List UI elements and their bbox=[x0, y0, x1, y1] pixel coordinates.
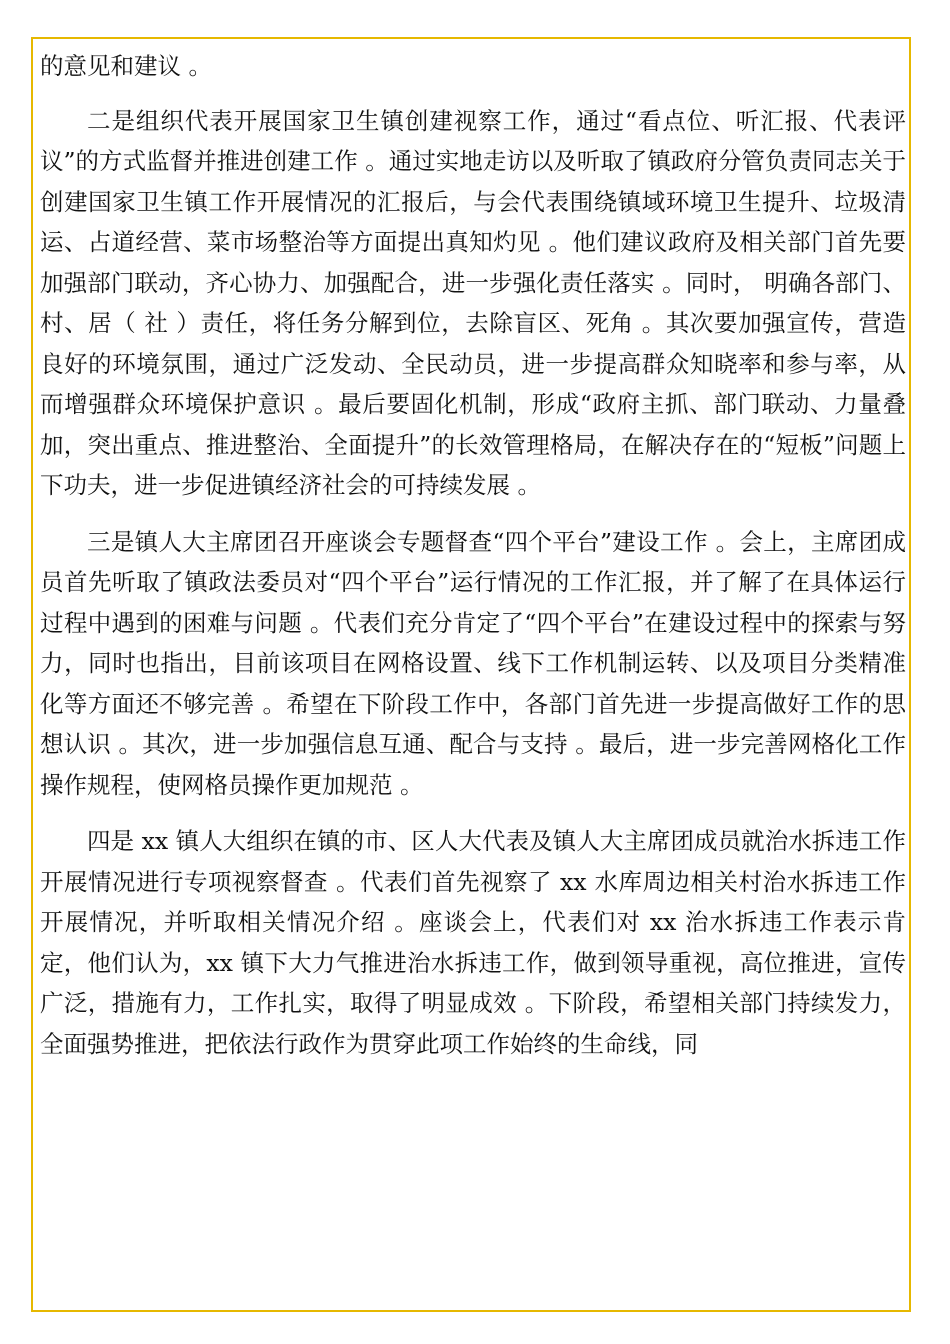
paragraph-item-4: 四是 xx 镇人大组织在镇的市、区人大代表及镇人大主席团成员就治水拆违工作开展情况进行专项视察督查 。代表们首先视察了 xx 水库周边相关村治水拆违工作开展情况，并听取相关情况介绍 。座谈会上，代表们对 xx 治水拆违工作表示肯定，他们认为，xx 镇下大力气推进治水拆违工作，做到领导重视，高位推进，宣传广泛，措施有力，工作扎实，取得了明显成效 。下阶段，希望相关部门持续发力，全面强势推进，把依法行政作为贯穿此项工作始终的生命线，同 bbox=[40, 827, 906, 1058]
paragraph-item-3: 三是镇人大主席团召开座谈会专题督查“四个平台”建设工作 。会上，主席团成员首先听取了镇政法委员对“四个平台”运行情况的工作汇报，并了解了在具体运行过程中遇到的困难与问题 。代表们充分肯定了“四个平台”在建设过程中的探索与努力，同时也指出，目前该项目在网格设置、线下工作机制运转、以及项目分类精准化等方面还不够完善 。希望在下阶段工作中，各部门首先进一步提高做好工作的思想认识 。其次，进一步加强信息互通、配合与支持 。最后，进一步完善网格化工作操作规程，使网格员操作更加规范 。 bbox=[40, 527, 906, 799]
paragraph-continuation: 的意见和建议 。 bbox=[40, 52, 212, 80]
document-body bbox=[40, 46, 906, 1064]
paragraph-item-2: 二是组织代表开展国家卫生镇创建视察工作，通过“看点位、听汇报、代表评议”的方式监督并推进创建工作 。通过实地走访以及听取了镇政府分管负责同志关于创建国家卫生镇工作开展情况的汇报后，与会代表围绕镇域环境卫生提升、垃圾清运、占道经营、菜市场整治等方面提出真知灼见 。他们建议政府及相关部门首先要加强部门联动，齐心协力、加强配合，进一步强化责任落实 。同时， 明确各部门、村、居（ 社 ）责任，将任务分解到位，去除盲区、死角 。其次要加强宣传，营造良好的环境氛围，通过广泛发动、全民动员，进一步提高群众知晓率和参与率，从而增强群众环境保护意识 。最后要固化机制，形成“政府主抓、部门联动、力量叠加，突出重点、推进整治、全面提升”的长效管理格局，在解决存在的“短板”问题上下功夫，进一步促进镇经济社会的可持续发展 。 bbox=[40, 106, 906, 499]
